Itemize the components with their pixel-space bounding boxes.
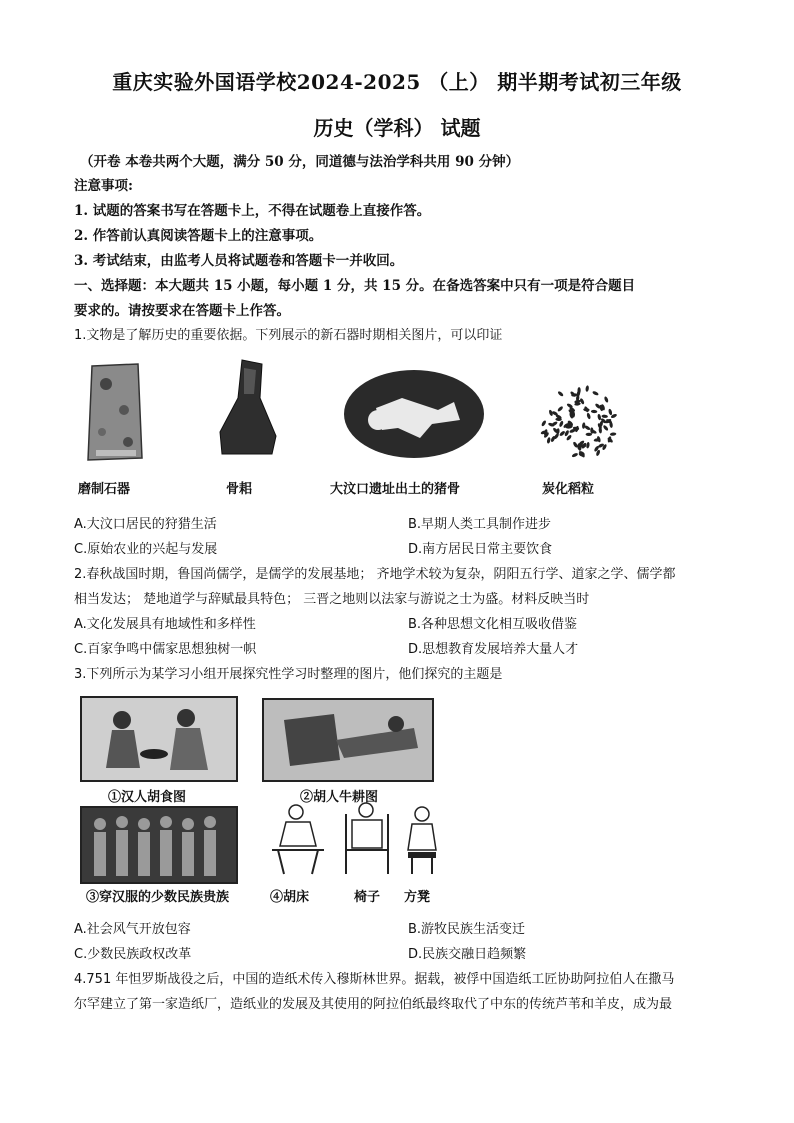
q2-option-a: A.文化发展具有地域性和多样性 [74, 617, 256, 632]
q3-option-c: C.少数民族政权改革 [74, 947, 192, 962]
bone-spade-image [214, 358, 284, 458]
exam-subtitle: 历史（学科） 试题 [313, 116, 481, 140]
q3-caption-6: 方凳 [404, 890, 431, 905]
q1-option-b: B.早期人类工具制作进步 [408, 517, 552, 532]
q3-option-d: D.民族交融日趋频繁 [408, 947, 527, 962]
hu-bed-chair-stool-image [262, 800, 442, 876]
pig-bone-image [342, 368, 486, 460]
q3-caption-3: ③穿汉服的少数民族贵族 [86, 890, 230, 905]
q1-option-c: C.原始农业的兴起与发展 [74, 542, 218, 557]
q3-option-a: A.社会风气开放包容 [74, 922, 191, 937]
q4-line-1: 4.751 年怛罗斯战役之后，中国的造纸术传入穆斯林世界。据载，被俘中国造纸工匠协助阿拉伯人在撒马 [74, 972, 675, 987]
q4-line-2: 尔罕建立了第一家造纸厂，造纸业的发展及其使用的阿拉伯纸最终取代了中东的传统芦苇和羊皮，成为最 [74, 997, 673, 1012]
carbonized-rice-image [536, 380, 622, 466]
notice-rule-3: 3. 考试结束，由监考人员将试题卷和答题卡一并收回。 [74, 253, 404, 269]
exam-note: （开卷 本卷共两个大题，满分 50 分，同道德与法治学科共用 90 分钟） [80, 154, 520, 170]
q3-caption-1: ①汉人胡食图 [108, 790, 187, 805]
section-heading-cont: 要求的。请按要求在答题卡上作答。 [74, 303, 290, 319]
q2-stem-line-1: 2.春秋战国时期，鲁国尚儒学，是儒学的发展基地； 齐地学术较为复杂，阴阳五行学、道家之学、儒学都 [74, 567, 676, 582]
notice-rule-2: 2. 作答前认真阅读答题卡上的注意事项。 [74, 228, 323, 244]
q3-stem: 3.下列所示为某学习小组开展探究性学习时整理的图片，他们探究的主题是 [74, 667, 503, 682]
section-heading: 一、选择题：本大题共 15 小题，每小题 1 分，共 15 分。在备选答案中只有一项是符合题目 [74, 278, 636, 294]
q2-option-d: D.思想教育发展培养大量人才 [408, 642, 579, 657]
q3-caption-5: 椅子 [354, 890, 381, 905]
notice-rule-1: 1. 试题的答案书写在答题卡上，不得在试题卷上直接作答。 [74, 203, 431, 219]
q1-stem: 1.文物是了解历史的重要依据。下列展示的新石器时期相关图片，可以印证 [74, 328, 503, 343]
q1-caption-4: 炭化稻粒 [542, 482, 595, 497]
q3-option-b: B.游牧民族生活变迁 [408, 922, 526, 937]
minority-nobles-image [80, 806, 238, 884]
hu-ox-plowing-image [262, 698, 434, 782]
q1-option-d: D.南方居民日常主要饮食 [408, 542, 553, 557]
q3-caption-4: ④胡床 [270, 890, 310, 905]
q1-caption-1: 磨制石器 [78, 482, 131, 497]
q1-caption-3: 大汶口遗址出土的猪骨 [330, 482, 461, 497]
polished-stone-tool-image [84, 362, 146, 462]
exam-title: 重庆实验外国语学校2024-2025 （上） 期半期考试初三年级 [112, 70, 682, 94]
q1-caption-2: 骨耜 [226, 482, 253, 497]
q1-option-a: A.大汶口居民的狩猎生活 [74, 517, 217, 532]
q2-stem-line-2: 相当发达； 楚地道学与辞赋最具特色； 三晋之地则以法家与游说之士为盛。材料反映当时 [74, 592, 590, 607]
q2-option-b: B.各种思想文化相互吸收借鉴 [408, 617, 578, 632]
han-hu-food-image [80, 696, 238, 782]
q3-caption-2: ②胡人牛耕图 [300, 790, 379, 805]
notice-heading: 注意事项: [74, 178, 133, 194]
q2-option-c: C.百家争鸣中儒家思想独树一帜 [74, 642, 257, 657]
